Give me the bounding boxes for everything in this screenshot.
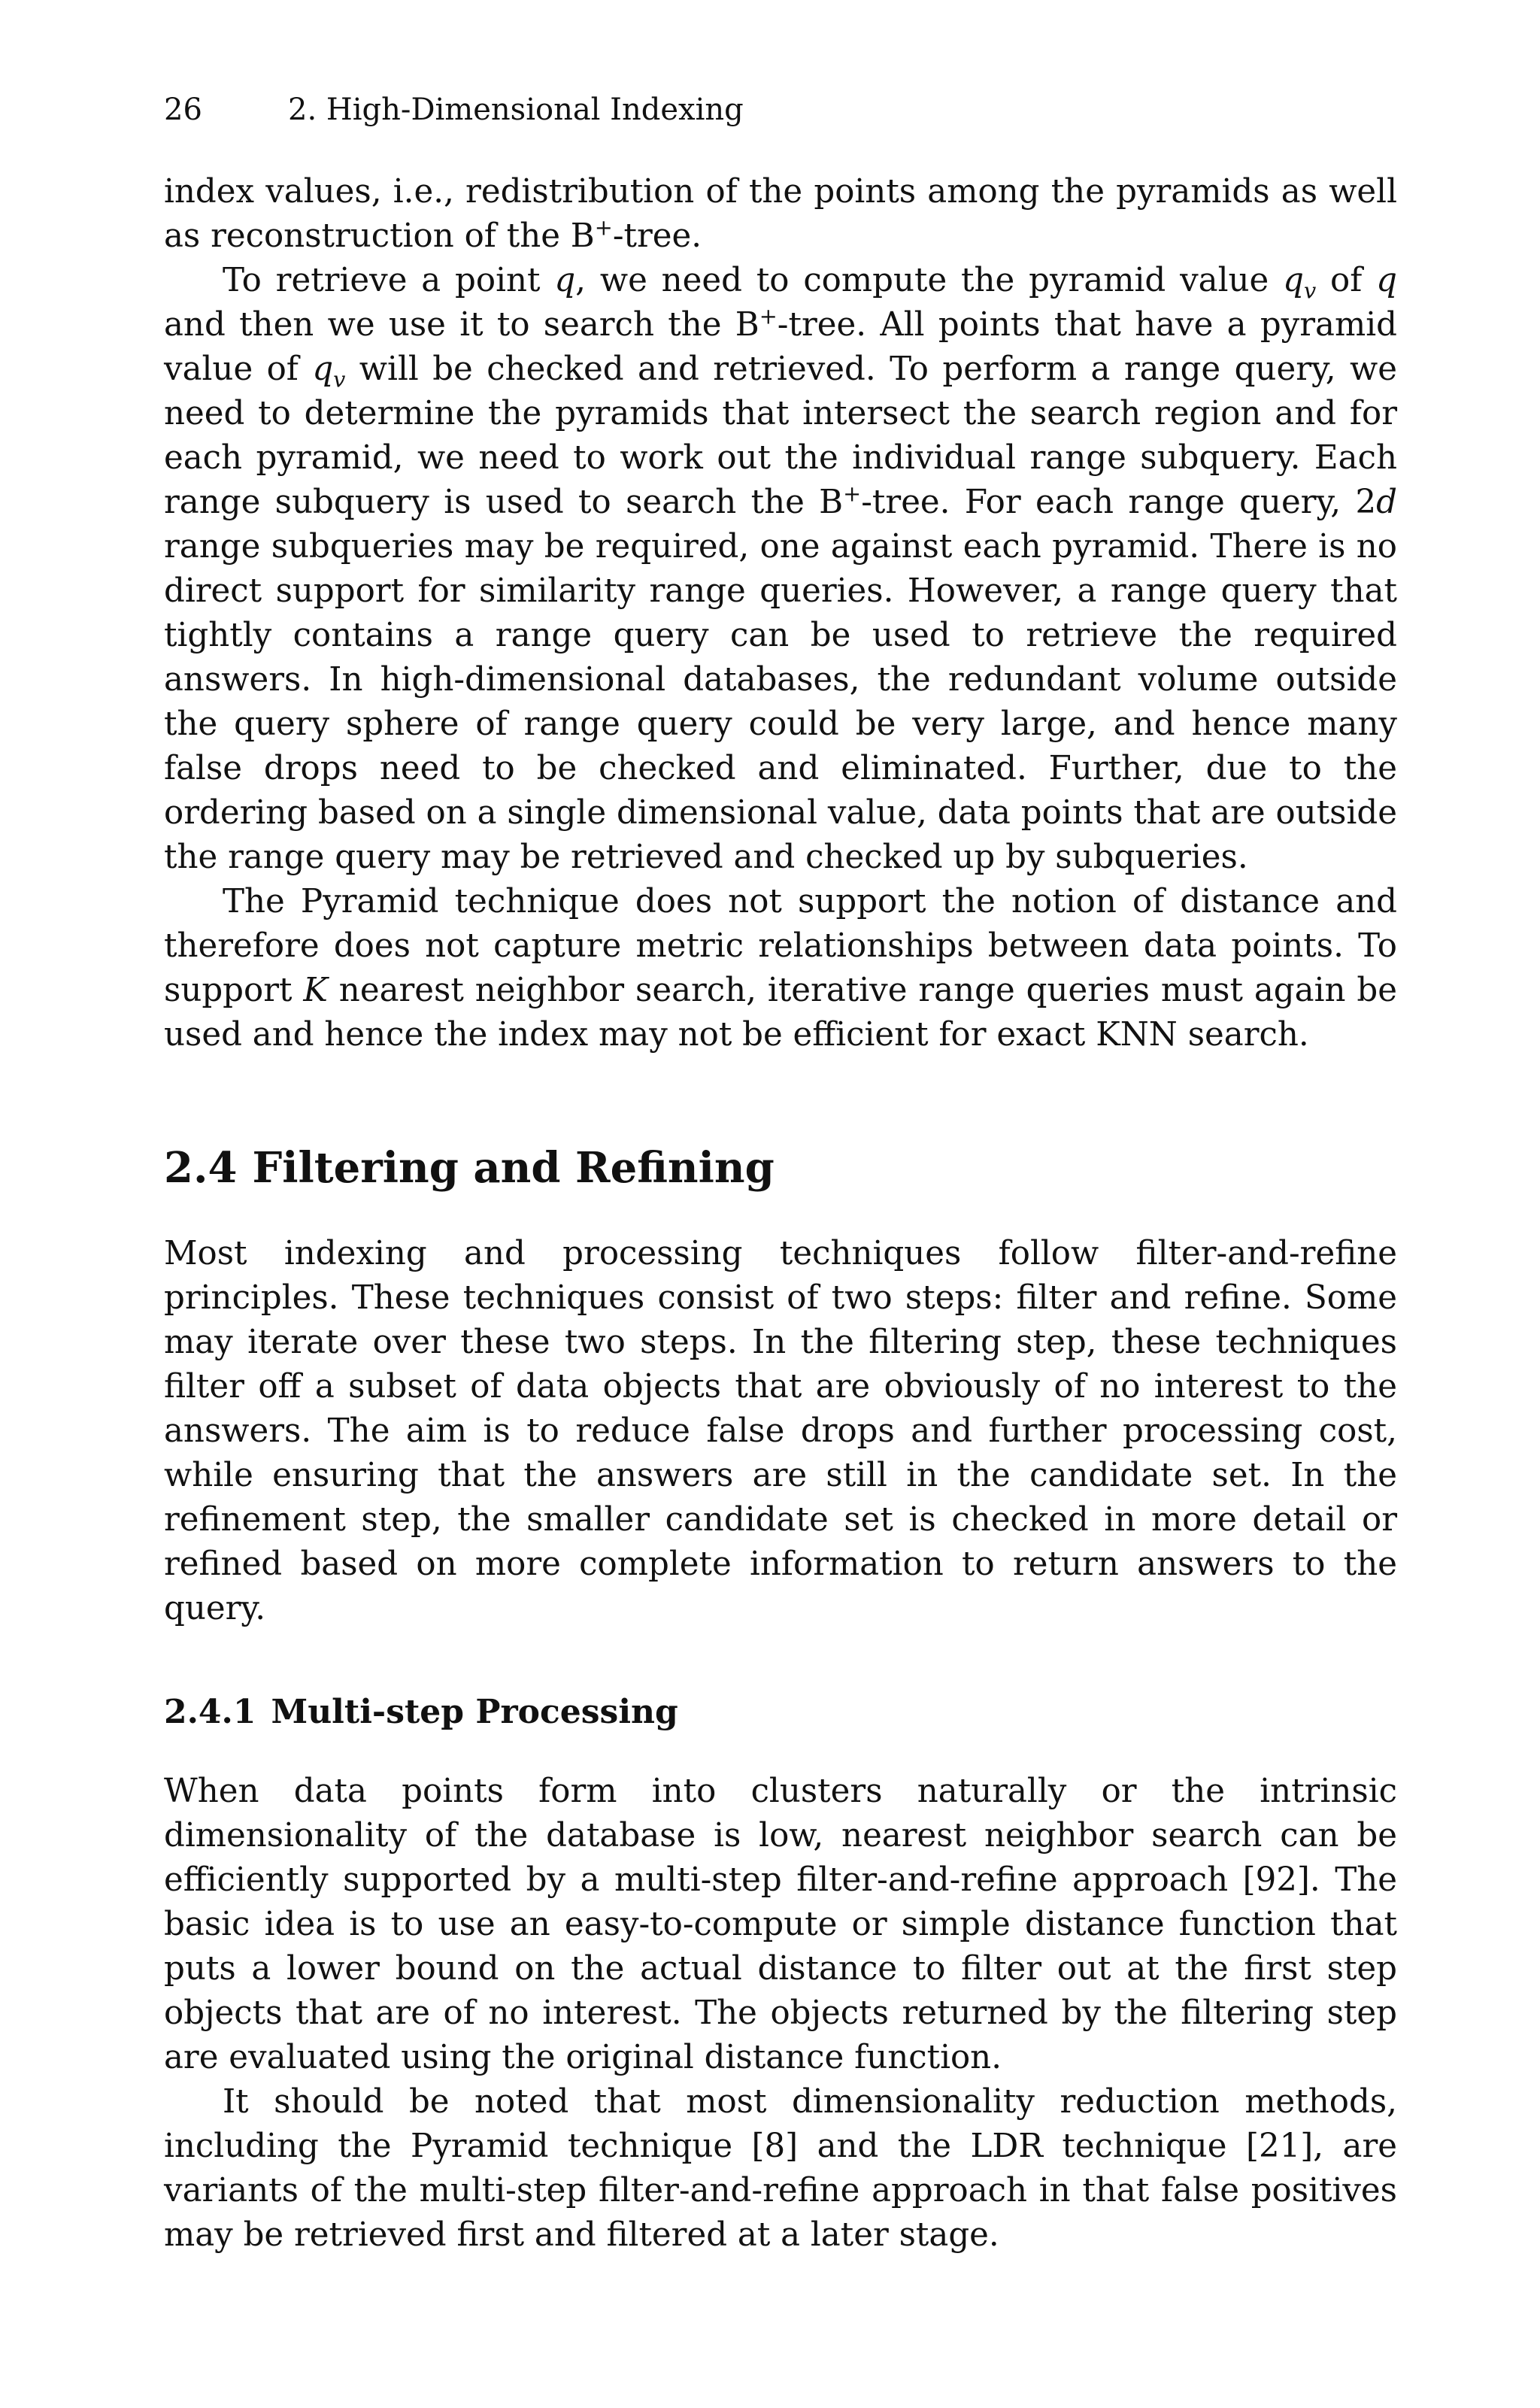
math-variable: q xyxy=(554,262,576,299)
text-run: and then we use it to search the B xyxy=(164,306,759,344)
subsection-heading xyxy=(164,1690,1397,1735)
chapter-title: 2. High-Dimensional Indexing xyxy=(288,92,744,127)
paragraph-range-query xyxy=(164,259,1397,880)
subsection-title: Multi-step Processing xyxy=(271,1693,678,1731)
paragraph-filter-refine: Most indexing and processing techniques follow filter-and-refine principles. These techniques consist of two steps: filter and refine. Some may iterate over these two steps. In the filtering step, these techniques filter off a subset of data objects that are obviously of no interest to the answers. The aim is to reduce false drops and further processing cost, while ensuring that the answers are still in the candidate set. In the refinement step, the smaller candidate set is checked in more detail or refined based on more complete information to return answers to the query. xyxy=(164,1235,1397,1627)
subscript: v xyxy=(1303,277,1317,304)
section-number: 2.4 xyxy=(164,1143,238,1193)
text-run: range subqueries may be required, one against each pyramid. There is no direct support for similarity range queries. However, a range query that tightly contains a range query can be used to retrieve the required answers. In high-dimensional databases, the redundant volume outside the query sphere of range query could be very large, and hence many false drops need to be checked and eliminated. Further, due to the ordering based on a single dimensional value, data points that are outside the range query may be retrieved and checked up by subqueries. xyxy=(164,528,1397,876)
text-run: index values, i.e., redistribution of the points among the pyramids as well as reconstruction of the B xyxy=(164,173,1397,255)
text-run: To retrieve a point xyxy=(223,262,555,299)
paragraph-multistep: When data points form into clusters naturally or the intrinsic dimensionality of the database is low, nearest neighbor search can be efficiently supported by a multi-step filter-and-refine approach [92]. The basic idea is to use an easy-to-compute or simple distance function that puts a lower bound on the actual distance to filter out at the first step objects that are of no interest. The objects returned by the filtering step are evaluated using the original distance function. xyxy=(164,1773,1397,2076)
text-run: of xyxy=(1316,262,1377,299)
paragraph-continued xyxy=(164,170,1397,259)
paragraph-dimensionality-reduction: It should be noted that most dimensionality reduction methods, including the Pyramid technique [8] and the LDR technique [21], are variants of the multi-step filter-and-refine approach in that false positives may be retrieved first and filtered at a later stage. xyxy=(164,2083,1397,2254)
page-number: 26 xyxy=(164,92,202,127)
subsection-number: 2.4.1 xyxy=(164,1693,256,1731)
text-run: -tree. xyxy=(612,217,702,255)
superscript: + xyxy=(594,214,613,241)
math-variable: K xyxy=(303,972,328,1009)
subscript: v xyxy=(333,366,346,393)
paragraph-pyramid-technique xyxy=(164,880,1397,1057)
section-heading xyxy=(164,1142,1397,1194)
math-variable: q xyxy=(1283,262,1304,299)
section-title: Filtering and Refining xyxy=(252,1143,775,1193)
superscript: + xyxy=(843,481,862,507)
text-run: The Pyramid technique does not support the notion of distance and therefore does not capture metric relationships between data points. To support xyxy=(164,883,1397,1009)
text-run: will be checked and retrieved. To perform a range query, we need to determine the pyramids that intersect the search region and for each pyramid, we need to work out the individual range subquery. Each range subquery is used to search the B xyxy=(164,350,1398,521)
math-variable: q xyxy=(1376,262,1397,299)
page-body xyxy=(164,89,1397,2258)
text-run: -tree. For each range query, 2 xyxy=(861,484,1377,521)
math-variable: d xyxy=(1376,484,1397,521)
superscript: + xyxy=(759,303,778,329)
running-head xyxy=(164,89,1397,131)
text-run: nearest neighbor search, iterative range queries must again be used and hence the index may not be efficient for exact KNN search. xyxy=(164,972,1398,1054)
text-run: -tree. All points that have a pyramid value of xyxy=(164,306,1397,388)
text-run: , we need to compute the pyramid value xyxy=(575,262,1284,299)
math-variable: q xyxy=(312,350,334,388)
